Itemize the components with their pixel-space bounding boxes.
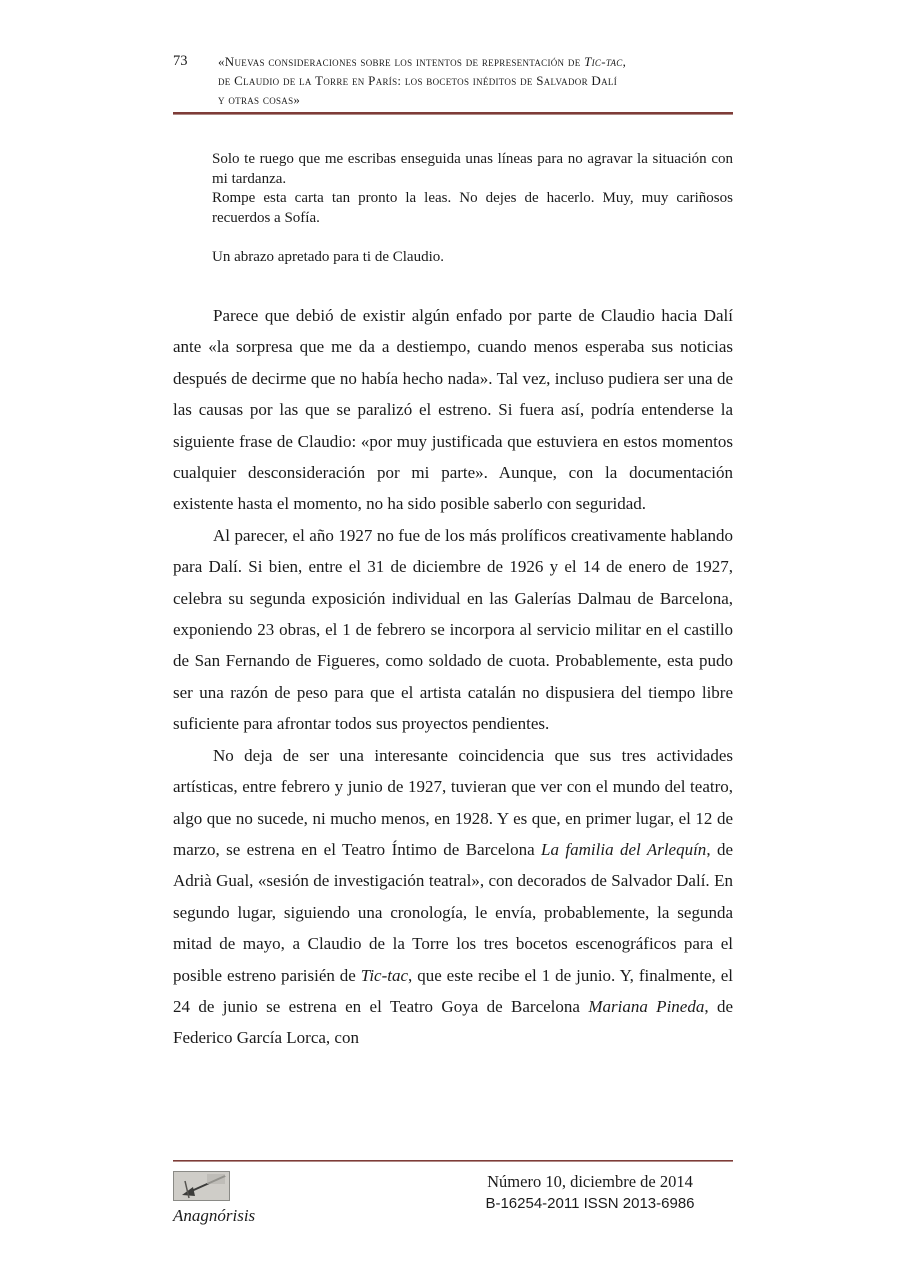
title-line: y otras cosas» xyxy=(218,92,301,107)
body-paragraph: Parece que debió de existir algún enfado por parte de Claudio hacia Dalí ante «la sorpresa que me da a destiempo, cuando menos esperaba sus noticias después de decirme que no había hecho nada». Tal vez, incluso pudiera ser una de las causas por las que se paralizó el estreno. Si fuera así, podría entenderse la siguiente frase de Claudio: «por muy justificada que estuviera en estos momentos cualquier desconsideración por mi parte». Aunque, con la documentación existente hasta el momento, no ha sido posible saberlo con seguridad. xyxy=(173,306,733,514)
page-footer xyxy=(173,1160,733,1227)
header-rule xyxy=(173,112,733,115)
title-line: de Claudio de la Torre en París: los bocetos inéditos de Salvador Dalí xyxy=(218,73,618,88)
quote-paragraph: Solo te ruego que me escribas enseguida unas líneas para no agravar la situación con mi tardanza. xyxy=(212,151,733,187)
article-title xyxy=(218,52,733,109)
issue-line: Número 10, diciembre de 2014 xyxy=(487,1172,693,1191)
letter-quote-block xyxy=(212,150,733,267)
footer-left xyxy=(173,1171,255,1227)
registration-line: B-16254-2011 ISSN 2013-6986 xyxy=(485,1195,695,1212)
quote-closing: Un abrazo apretado para ti de Claudio. xyxy=(212,248,444,265)
anagnorisis-logo xyxy=(173,1171,230,1201)
body-paragraph: No deja de ser una interesante coincidencia que sus tres actividades artísticas, entre febrero y junio de 1927, tuvieran que ver con el mundo del teatro, algo que no sucede, ni mucho menos, en 1928. Y es que, en primer lugar, el 12 de marzo, se estrena en el Teatro Íntimo de Barcelona La familia del Arlequín, de Adrià Gual, «sesión de investigación teatral», con decorados de Salvador Dalí. En segundo lugar, siguiendo una cronología, le envía, probablemente, la segunda mitad de mayo, a Claudio de la Torre los tres bocetos escenográficos para el posible estreno parisién de Tic-tac, que este recibe el 1 de junio. Y, finalmente, el 24 de junio se estrena en el Teatro Goya de Barcelona Mariana Pineda, de Federico García Lorca, con xyxy=(173,745,734,1048)
title-line: «Nuevas consideraciones sobre los intentos de representación de Tic-tac, xyxy=(218,54,627,69)
journal-name: Anagnórisis xyxy=(173,1206,256,1225)
body-text xyxy=(173,300,733,1054)
footer-rule xyxy=(173,1160,733,1162)
quote-paragraph: Rompe esta carta tan pronto la leas. No dejes de hacerlo. Muy, muy cariñosos recuerdos a Sofía. xyxy=(212,190,733,226)
footer-right xyxy=(447,1171,733,1214)
body-paragraph: Al parecer, el año 1927 no fue de los más prolíficos creativamente hablando para Dalí. Si bien, entre el 31 de diciembre de 1926 y el 14 de enero de 1927, celebra su segunda exposición individual en las Galerías Dalmau de Barcelona, exponiendo 23 obras, el 1 de febrero se incorpora al servicio militar en el castillo de San Fernando de Figueres, como soldado de cuota. Probablemente, esta pudo ser una razón de peso para que el artista catalán no dispusiera del tiempo libre suficiente para afrontar todos sus proyectos pendientes. xyxy=(173,525,733,734)
page-number: 73 xyxy=(173,53,188,69)
page-header xyxy=(173,52,733,109)
